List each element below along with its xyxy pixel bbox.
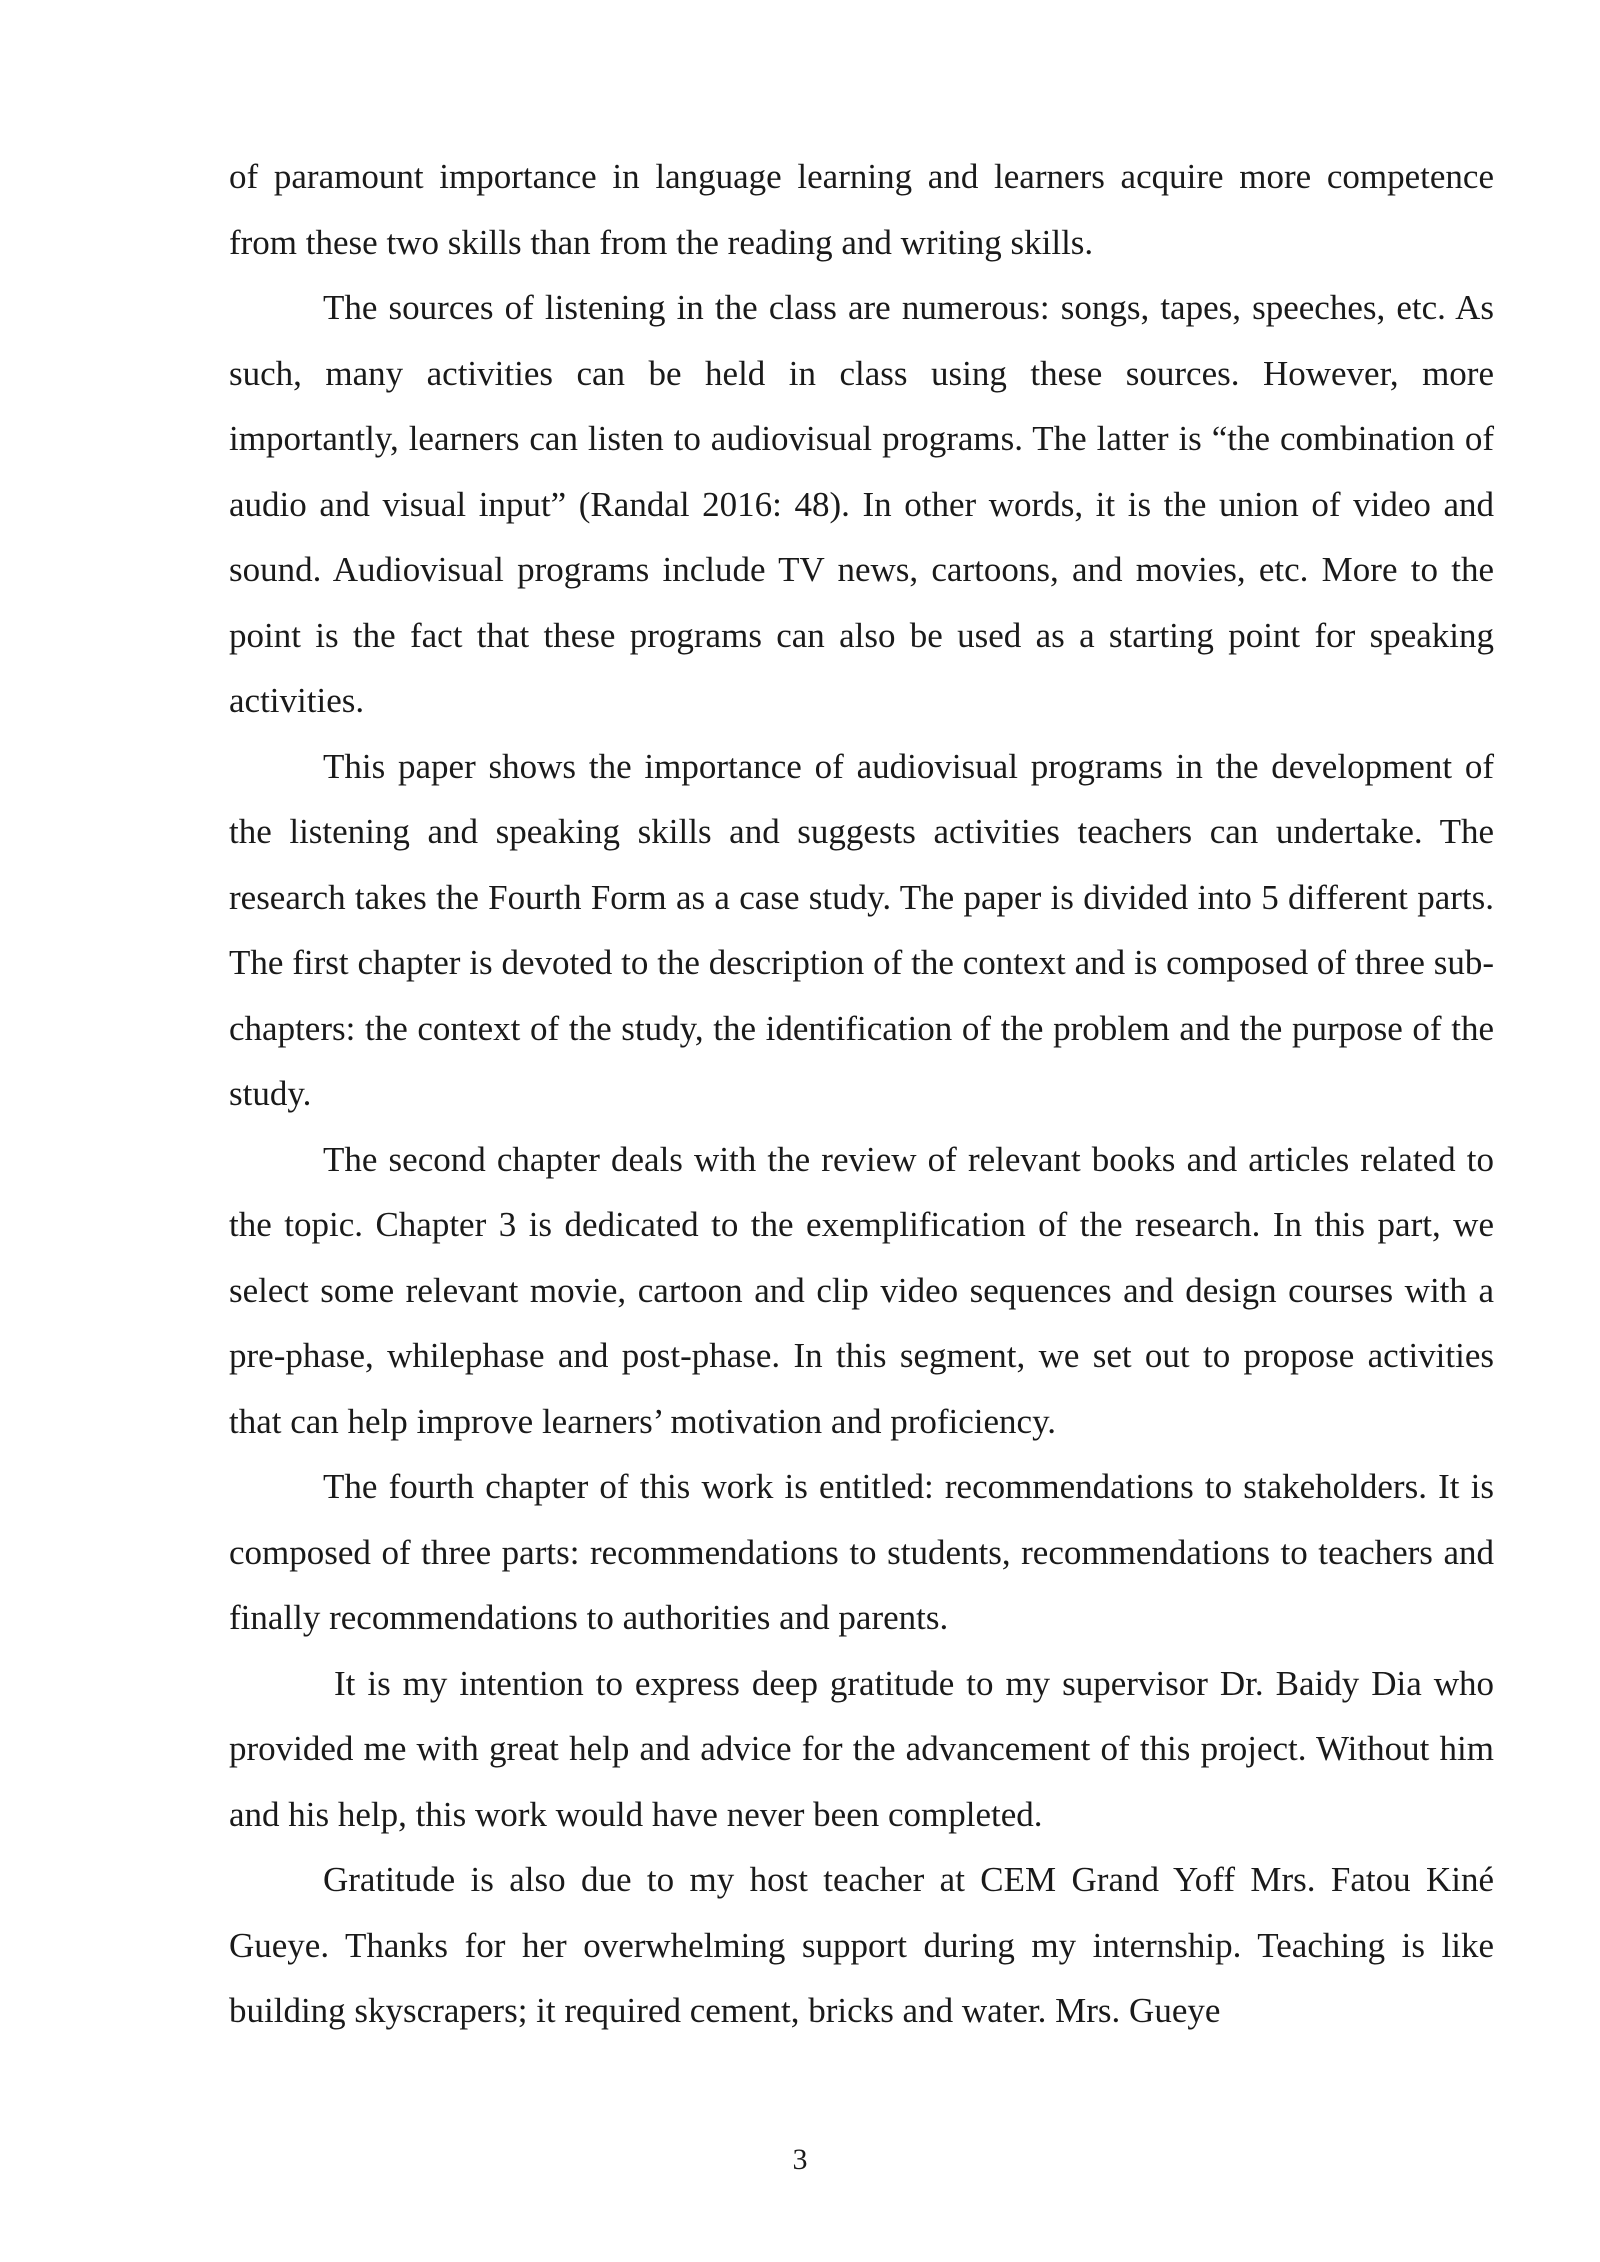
paragraph-gratitude-supervisor: It is my intention to express deep gratitude to my supervisor Dr. Baidy Dia who provided me with great help and advice for the advancement of this project. Without him and his help, this work would have never been completed. xyxy=(229,1663,1494,1834)
paragraph-fourth-chapter: The fourth chapter of this work is entitled: recommendations to stakeholders. It is composed of three parts: recommendations to students, recommendations to teachers and finally recommendations to authorities and parents. xyxy=(229,1467,1494,1637)
page-number: 3 xyxy=(792,2143,808,2176)
paragraph-paper-overview: This paper shows the importance of audiovisual programs in the development of the listening and speaking skills and suggests activities teachers can undertake. The research takes the Fourth Form as a case study. The paper is divided into 5 different parts. The first chapter is devoted to the description of the context and is composed of three sub-chapters: the context of the study, the identification of the problem and the purpose of the study. xyxy=(229,746,1494,1113)
paragraph-second-chapter: The second chapter deals with the review of relevant books and articles related to the topic. Chapter 3 is dedicated to the exemplification of the research. In this part, we select some relevant movie, cartoon and clip video sequences and design courses with a pre-phase, whilephase and post-phase. In this segment, we set out to propose activities that can help improve learners’ motivation and proficiency. xyxy=(229,1139,1494,1441)
body-text xyxy=(229,144,1494,2044)
paragraph-listening-sources: The sources of listening in the class are numerous: songs, tapes, speeches, etc. As such, many activities can be held in class using these sources. However, more importantly, learners can listen to audiovisual programs. The latter is “the combination of audio and visual input” (Randal 2016: 48). In other words, it is the union of video and sound. Audiovisual programs include TV news, cartoons, and movies, etc. More to the point is the fact that these programs can also be used as a starting point for speaking activities. xyxy=(229,288,1494,720)
paragraph-gratitude-host-teacher: Gratitude is also due to my host teacher at CEM Grand Yoff Mrs. Fatou Kiné Gueye. Thanks for her overwhelming support during my internship. Teaching is like building skyscrapers; it required cement, bricks and water. Mrs. Gueye xyxy=(229,1860,1494,2030)
paragraph-continuation: of paramount importance in language learning and learners acquire more competence from these two skills than from the reading and writing skills. xyxy=(229,157,1494,262)
